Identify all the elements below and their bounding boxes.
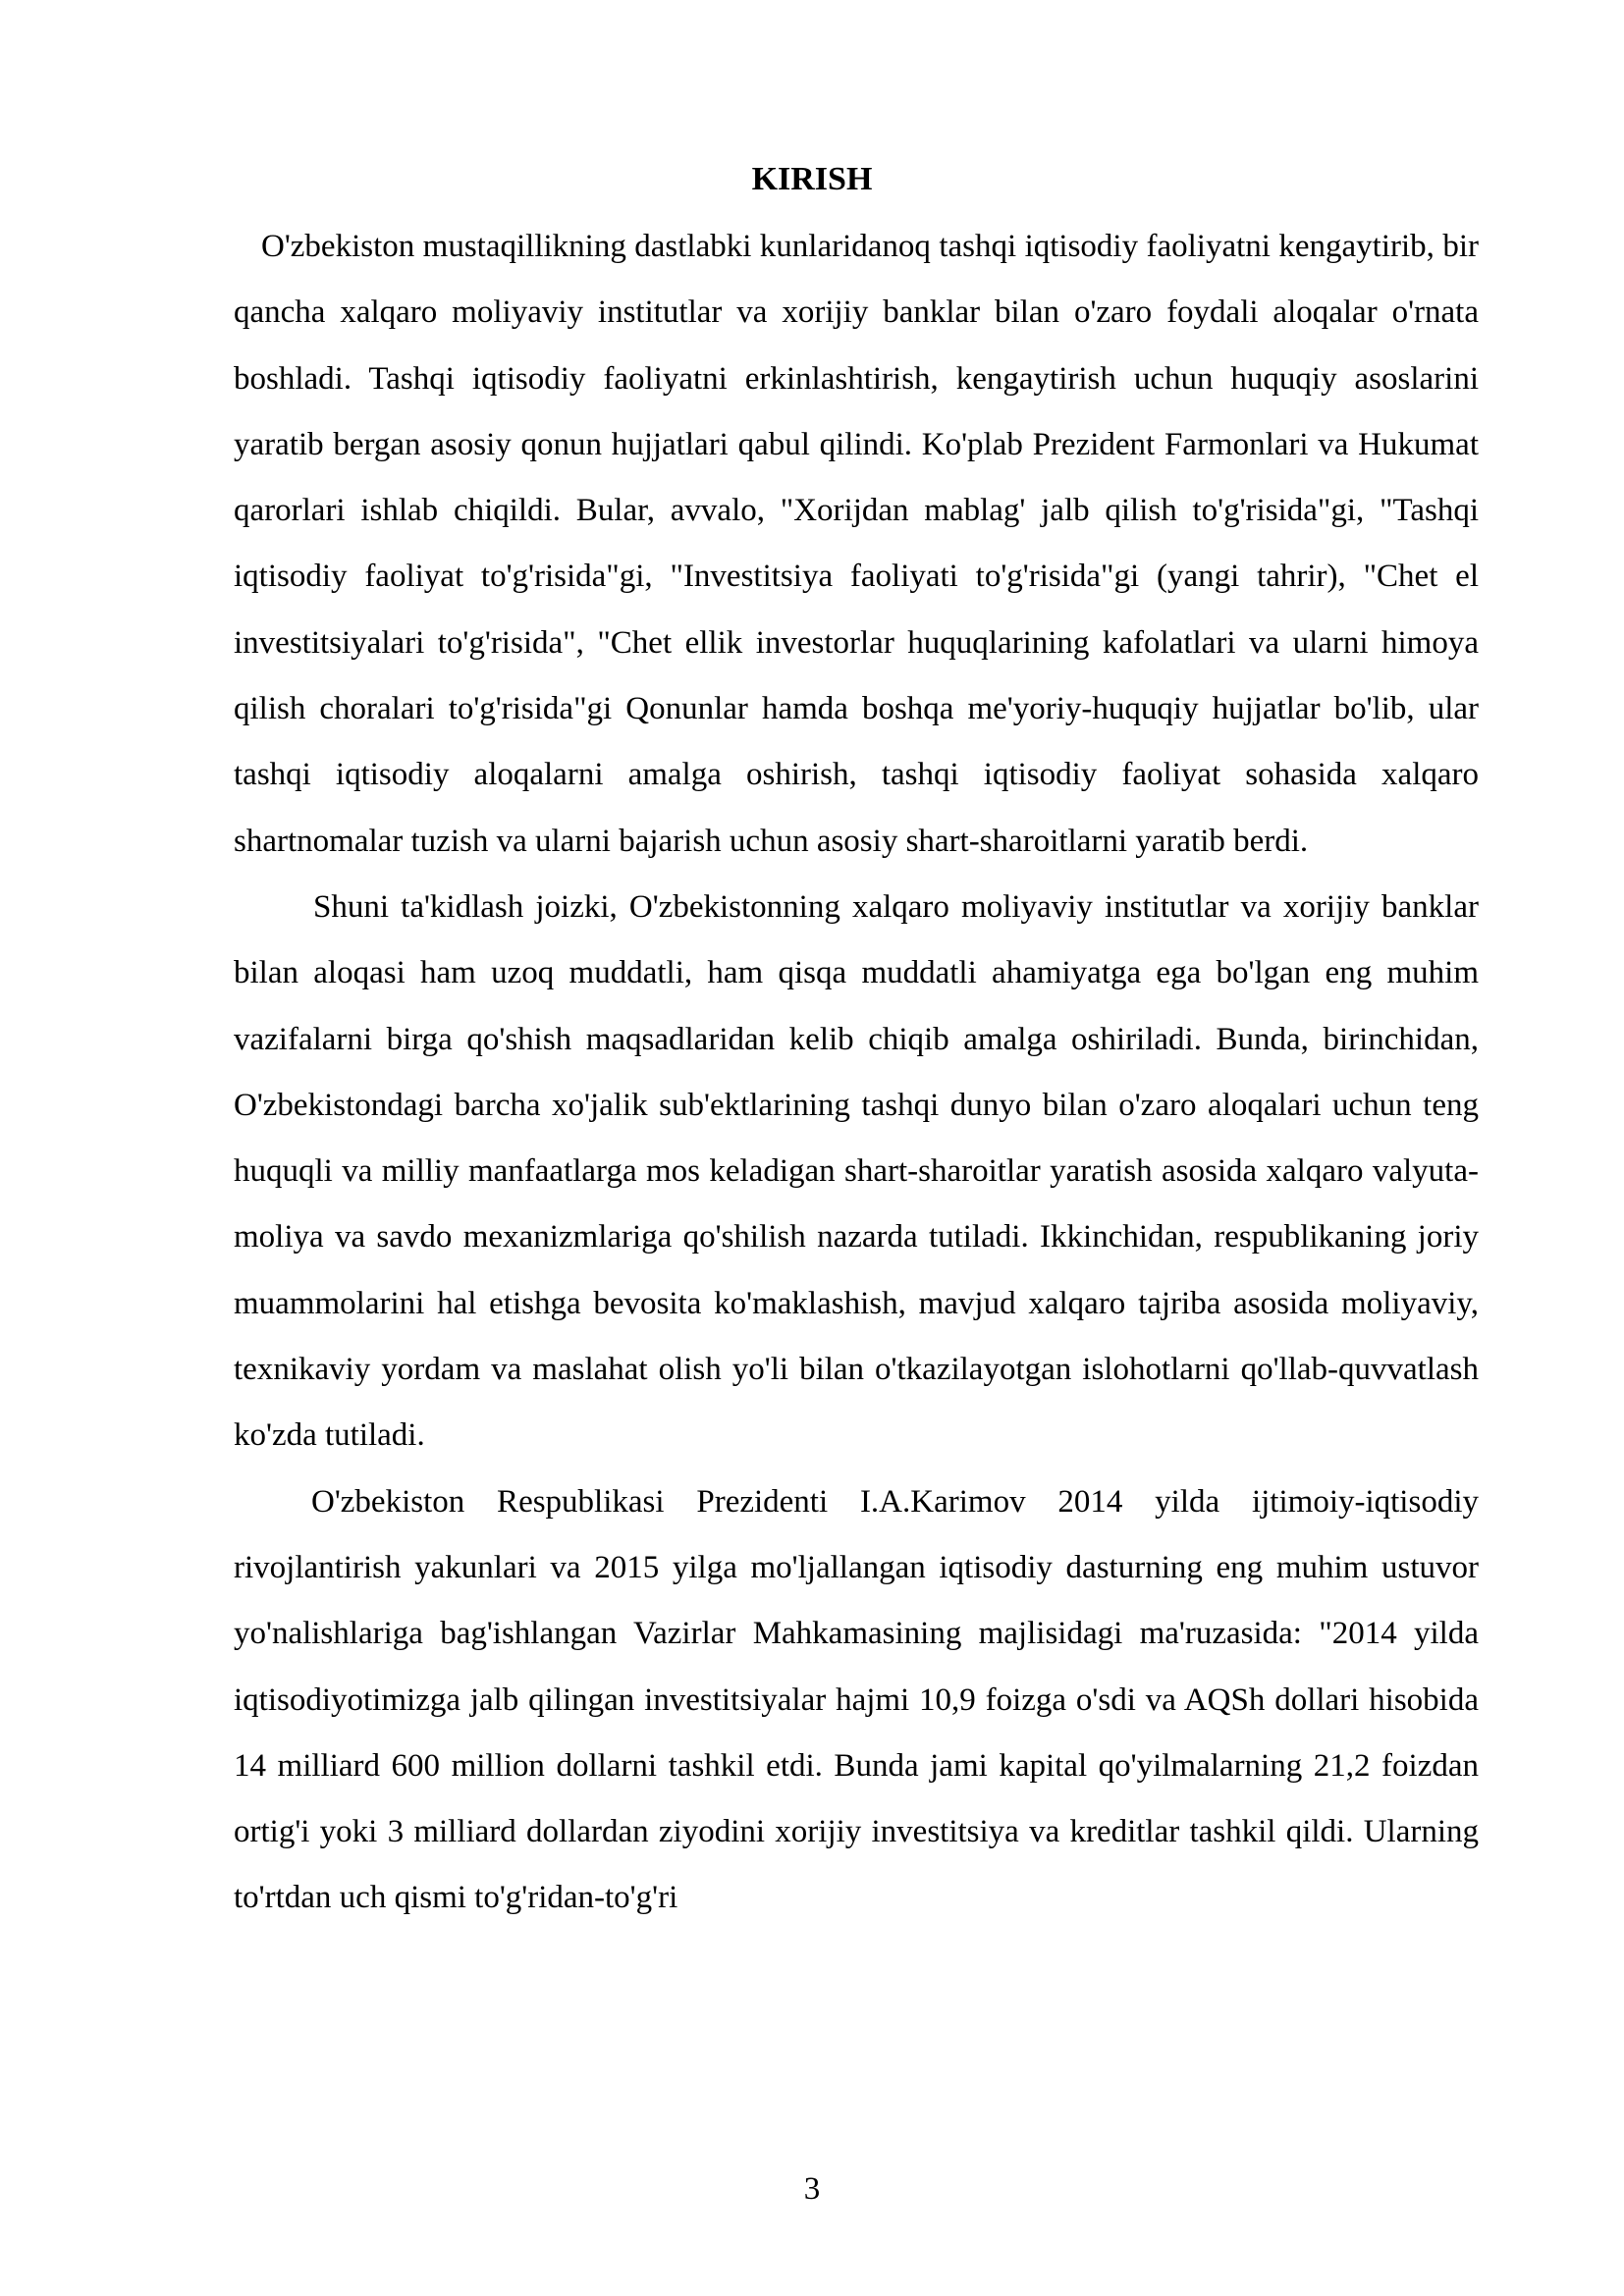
body-text — [234, 214, 1479, 1932]
paragraph-3: O'zbekiston Respublikasi Prezidenti I.A.Karimov 2014 yilda ijtimoiy-iqtisodiy rivojlantirish yakunlari va 2015 yilga mo'ljallangan iqtisodiy dasturning eng muhim ustuvor yo'nalishlariga bag'ishlangan Vazirlar Mahkamasining majlisidagi ma'ruzasida: "2014 yilda iqtisodiyotimizga jalb qilingan investitsiyalar hajmi 10,9 foizga o'sdi va AQSh dollari hisobida 14 milliard 600 million dollarni tashkil etdi. Bunda jami kapital qo'yilmalarning 21,2 foizdan ortig'i yoki 3 milliard dollardan ziyodini xorijiy investitsiya va kreditlar tashkil qildi. Ularning to'rtdan uch qismi to'g'ridan-to'g'ri — [234, 1483, 1479, 1916]
paragraph-2: Shuni ta'kidlash joizki, O'zbekistonning xalqaro moliyaviy institutlar va xorijiy banklar bilan aloqasi ham uzoq muddatli, ham qisqa muddatli ahamiyatga ega bo'lgan eng muhim vazifalarni birga qo'shish maqsadlaridan kelib chiqib amalga oshiriladi. Bunda, birinchidan, O'zbekistondagi barcha xo'jalik sub'ektlarining tashqi dunyo bilan o'zaro aloqalari uchun teng huquqli va milliy manfaatlarga mos keladigan shart-sharoitlar yaratish asosida xalqaro valyuta-moliya va savdo mexanizmlariga qo'shilish nazarda tutiladi. Ikkinchidan, respublikaning joriy muammolarini hal etishga bevosita ko'maklashish, mavjud xalqaro tajriba asosida moliyaviy, texnikaviy yordam va maslahat olish yo'li bilan o'tkazilayotgan islohotlarni qo'llab-quvvatlash ko'zda tutiladi. — [234, 888, 1479, 1454]
paragraph-1: O'zbekiston mustaqillikning dastlabki kunlaridanoq tashqi iqtisodiy faoliyatni kengaytirib, bir qancha xalqaro moliyaviy institutlar va xorijiy banklar bilan o'zaro foydali aloqalar o'rnata boshladi. Tashqi iqtisodiy faoliyatni erkinlashtirish, kengaytirish uchun huquqiy asoslarini yaratib bergan asosiy qonun hujjatlari qabul qilindi. Ko'plab Prezident Farmonlari va Hukumat qarorlari ishlab chiqildi. Bular, avvalo, "Xorijdan mablag' jalb qilish to'g'risida"gi, "Tashqi iqtisodiy faoliyat to'g'risida"gi, "Investitsiya faoliyati to'g'risida"gi (yangi tahrir), "Chet el investitsiyalari to'g'risida", "Chet ellik investorlar huquqlarining kafolatlari va ularni himoya qilish choralari to'g'risida"gi Qonunlar hamda boshqa me'yoriy-huquqiy hujjatlar bo'lib, ular tashqi iqtisodiy aloqalarni amalga oshirish, tashqi iqtisodiy faoliyat sohasida xalqaro shartnomalar tuzish va ularni bajarish uchun asosiy shart-sharoitlarni yaratib berdi. — [234, 229, 1479, 859]
page-title: KIRISH — [751, 161, 873, 197]
page-number: 3 — [803, 2171, 821, 2207]
